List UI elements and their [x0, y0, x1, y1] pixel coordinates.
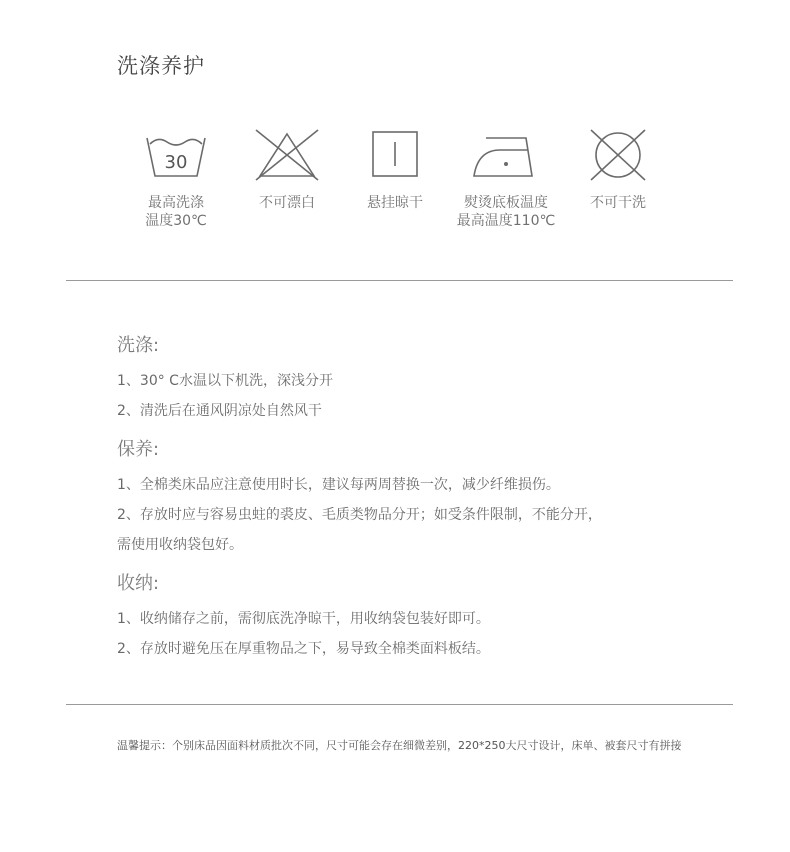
storage-line-1: 1、收纳储存之前，需彻底洗净晾干，用收纳袋包装好即可。: [117, 611, 490, 627]
hang-dry-icon: [360, 128, 430, 182]
storage-line-2: 2、存放时避免压在厚重物品之下，易导致全棉类面料板结。: [117, 641, 490, 657]
care-label-no-dry-clean: 不可干洗: [590, 195, 646, 211]
care-item-iron: [446, 128, 566, 230]
no-dry-clean-icon: [583, 128, 653, 182]
washing-line-1: 1、30° C水温以下机洗，深浅分开: [117, 373, 333, 389]
section-heading-washing: 洗涤:: [117, 335, 160, 356]
wash-temperature-text: 30: [164, 152, 188, 173]
maintenance-line-1: 1、全棉类床品应注意使用时长，建议每两周替换一次，减少纤维损伤。: [117, 477, 560, 493]
care-item-no-bleach: [227, 128, 347, 212]
section-storage: [117, 572, 737, 664]
section-heading-storage: 收纳:: [117, 573, 160, 594]
section-washing: [117, 334, 737, 426]
no-bleach-icon: [252, 128, 322, 182]
section-heading-maintenance: 保养:: [117, 439, 160, 460]
care-label-iron: 熨烫底板温度 最高温度110℃: [456, 195, 556, 229]
divider-top: [66, 280, 733, 281]
care-label-wash: 最高洗涤 温度30℃: [145, 195, 207, 229]
care-item-no-dry-clean: [558, 128, 678, 212]
footnote: 温馨提示：个别床品因面料材质批次不同，尺寸可能会存在细微差别，220*250大尺寸设计，床单、被套尺寸有拼接: [117, 739, 682, 752]
maintenance-line-3: 需使用收纳袋包好。: [117, 537, 243, 553]
care-item-wash: [116, 128, 236, 230]
care-item-hang-dry: [335, 128, 455, 212]
divider-bottom: [66, 704, 733, 705]
care-symbols: [0, 128, 790, 248]
section-maintenance: [117, 438, 737, 560]
wash-30-icon: [141, 128, 211, 182]
iron-low-temp-icon: [466, 128, 546, 182]
maintenance-line-2: 2、存放时应与容易虫蛀的裘皮、毛质类物品分开；如受条件限制，不能分开，: [117, 507, 602, 523]
care-label-no-bleach: 不可漂白: [259, 195, 315, 211]
care-label-hang-dry: 悬挂晾干: [367, 195, 423, 211]
washing-line-2: 2、清洗后在通风阴凉处自然风干: [117, 403, 322, 419]
page-title: 洗涤养护: [117, 54, 205, 78]
